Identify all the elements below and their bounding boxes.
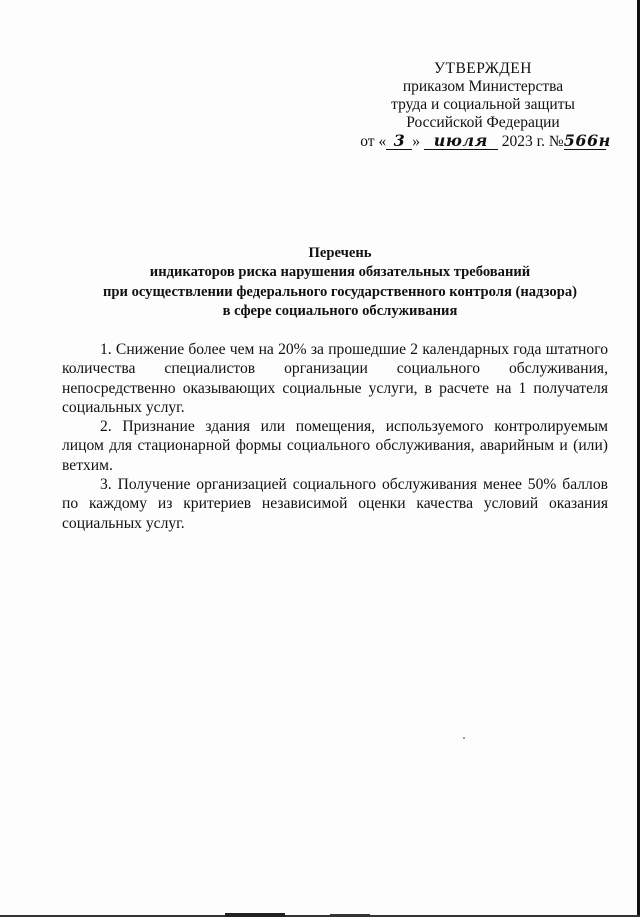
list-item: 3. Получение организацией социального обслуживания менее 50% баллов по каждому из критериев независимой оценки качества условий оказания социальных услуг.	[62, 476, 608, 532]
approval-line-2: труда и социальной защиты	[391, 96, 575, 113]
handwritten-month: июля	[424, 133, 498, 150]
list-item: 1. Снижение более чем на 20% за прошедшие 2 календарных года штатного количества специалистов организации социального обслуживания, непосредственно оказывающих социальные услуги, в расчете на 1 получателя социальных услуг.	[62, 341, 608, 416]
list-item: 2. Признание здания или помещения, используемого контролируемым лицом для стационарной формы социального обслуживания, аварийным и (или) ветхим.	[62, 418, 608, 474]
approval-line-3: Российской Федерации	[406, 114, 560, 131]
heading-line-2: индикаторов риска нарушения обязательных требований	[149, 264, 531, 281]
heading-line-1: Перечень	[308, 245, 372, 261]
scan-edge-mark	[225, 913, 285, 917]
approval-title: УТВЕРЖДЕН	[434, 60, 532, 77]
document-body	[62, 340, 608, 533]
handwritten-day: 3	[386, 133, 412, 150]
scan-speck	[463, 737, 465, 739]
date-quote-close: »	[412, 133, 420, 150]
date-year-text: 2023 г. №	[501, 133, 564, 150]
approval-date-line	[358, 131, 611, 151]
heading-line-4: в сфере социального обслуживания	[222, 303, 458, 320]
date-prefix: от «	[360, 133, 387, 150]
handwritten-order-number: 566н	[563, 131, 611, 150]
document-heading	[40, 244, 640, 322]
approval-block	[358, 60, 611, 151]
approval-line-1: приказом Министерства	[402, 78, 564, 95]
heading-line-3: при осуществлении федерального государственного контроля (надзора)	[103, 283, 577, 300]
